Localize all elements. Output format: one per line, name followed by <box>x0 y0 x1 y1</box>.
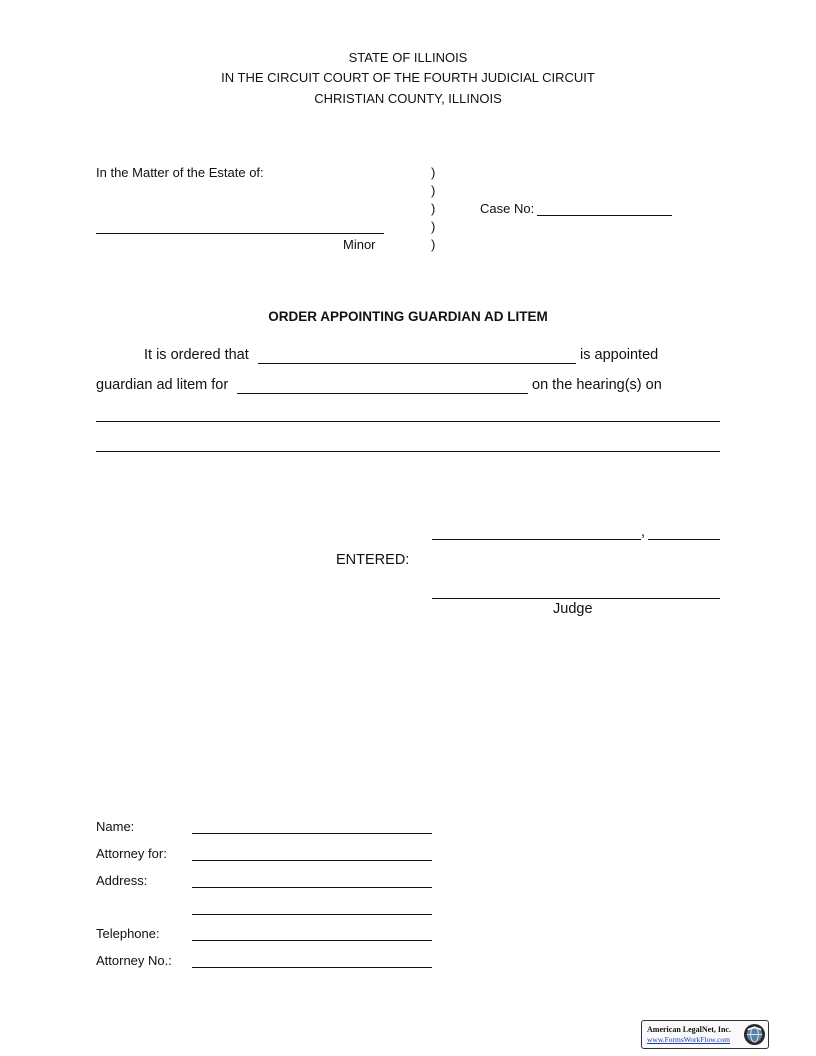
caption-paren: ) <box>431 183 436 198</box>
hearing-line-2[interactable] <box>96 451 720 452</box>
telephone-line[interactable] <box>192 940 432 941</box>
appointee-line[interactable] <box>258 363 576 364</box>
attorney-for-label: Attorney for: <box>96 846 167 861</box>
ward-line[interactable] <box>237 393 528 394</box>
legalnet-logo[interactable] <box>641 1020 769 1049</box>
hearing-line-1[interactable] <box>96 421 720 422</box>
caption-paren: ) <box>431 237 436 252</box>
address-label: Address: <box>96 873 148 888</box>
judge-signature-line[interactable] <box>432 598 720 599</box>
county-heading: CHRISTIAN COUNTY, ILLINOIS <box>314 91 502 106</box>
entered-label: ENTERED: <box>336 552 410 568</box>
estate-name-line[interactable] <box>96 233 384 234</box>
judge-label: Judge <box>553 601 593 617</box>
order-text-guardian: guardian ad litem for <box>96 377 229 393</box>
address-line-2[interactable] <box>192 914 432 915</box>
caption-paren: ) <box>431 165 436 180</box>
logo-company-name: American LegalNet, Inc. <box>647 1025 731 1034</box>
logo-website[interactable]: www.FormsWorkFlow.com <box>647 1035 731 1044</box>
case-no-line[interactable] <box>537 215 672 216</box>
minor-label: Minor <box>343 237 376 252</box>
attorney-for-line[interactable] <box>192 860 432 861</box>
court-heading: IN THE CIRCUIT COURT OF THE FOURTH JUDICIAL CIRCUIT <box>221 70 595 85</box>
telephone-label: Telephone: <box>96 926 160 941</box>
year-line[interactable] <box>648 539 720 540</box>
order-text-hearings: on the hearing(s) on <box>532 377 662 393</box>
caption-paren: ) <box>431 201 436 216</box>
order-text-ordered: It is ordered that <box>144 347 249 363</box>
address-line-1[interactable] <box>192 887 432 888</box>
attorney-name-label: Name: <box>96 819 135 834</box>
order-title: ORDER APPOINTING GUARDIAN AD LITEM <box>268 309 548 324</box>
order-text-appointed: is appointed <box>580 347 659 363</box>
case-no-label: Case No: <box>480 201 535 216</box>
caption-paren: ) <box>431 219 436 234</box>
matter-label: In the Matter of the Estate of: <box>96 165 264 180</box>
attorney-no-line[interactable] <box>192 967 432 968</box>
state-heading: STATE OF ILLINOIS <box>348 50 468 65</box>
globe-icon <box>743 1023 766 1046</box>
attorney-name-line[interactable] <box>192 833 432 834</box>
attorney-no-label: Attorney No.: <box>96 953 172 968</box>
date-line[interactable] <box>432 539 641 540</box>
date-comma: , <box>641 524 646 540</box>
